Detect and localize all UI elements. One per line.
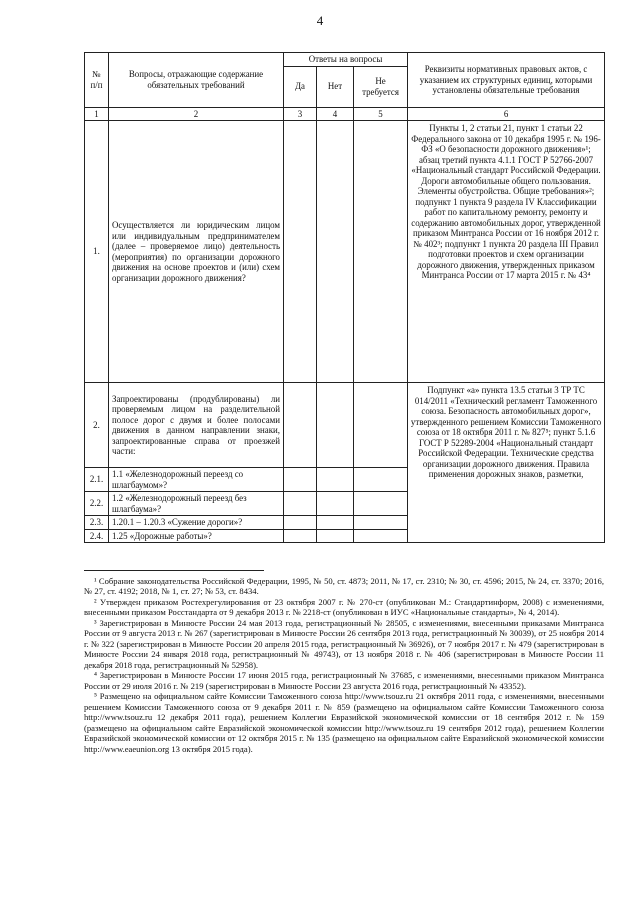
table-header-row (85, 53, 605, 67)
answer-not-required-cell[interactable] (354, 121, 408, 383)
header-no: Нет (317, 66, 354, 107)
answer-not-required-cell[interactable] (354, 468, 408, 492)
header-questions: Вопросы, отражающие содержание обязательных требований (109, 53, 284, 108)
row-question: 1.25 «Дорожные работы»? (109, 529, 284, 543)
row-question: Осуществляется ли юридическим лицом или индивидуальным предпринимателем (далее – проверяемое лицо) деятельность (мероприятия) по организации дорожного движения на основе проектов и (или) схем организации дорожного движения? (109, 121, 284, 383)
row-num: 2.3. (85, 516, 109, 530)
footnote: ⁴ Зарегистрирован в Минюсте России 17 июня 2015 года, регистрационный № 37685, с изменениями, внесенными приказом Минтранса России от 29 июля 2016 г. № 219 (зарегистрирован в Минюсте России 23 августа 2016 года, регистрационный № 43352). (84, 670, 604, 691)
row-question: 1.2 «Железнодорожный переезд без шлагбаума»? (109, 492, 284, 516)
table-row (85, 121, 605, 383)
answer-yes-cell[interactable] (284, 516, 317, 530)
column-numbers-row (85, 107, 605, 121)
table-row (85, 383, 605, 468)
footnote: ³ Зарегистрирован в Минюсте России 24 мая 2013 года, регистрационный № 28505, с изменениями, внесенными приказами Минтранса России от 9 августа 2013 г. № 267 (зарегистрирован в Минюсте России 26 сентября 2013 года, регистрационный № 30039), от 25 ноября 2014 г. № 322 (зарегистрирован в Минюсте России 20 апреля 2015 года, регистрационный № 36926), от 7 ноября 2017 г. № 479 (зарегистрирован в Минюсте России 24 января 2018 года, регистрационный № 49743), от 13 ноября 2018 г. № 406 (зарегистрирован в Минюсте России 11 декабря 2018 года, регистрационный № 52958). (84, 617, 604, 670)
row-question: 1.20.1 – 1.20.3 «Сужение дороги»? (109, 516, 284, 530)
col-number: 4 (317, 107, 354, 121)
answer-not-required-cell[interactable] (354, 529, 408, 543)
header-yes: Да (284, 66, 317, 107)
col-number: 5 (354, 107, 408, 121)
answer-yes-cell[interactable] (284, 492, 317, 516)
col-number: 3 (284, 107, 317, 121)
col-number: 1 (85, 107, 109, 121)
row-num: 2.4. (85, 529, 109, 543)
answer-no-cell[interactable] (317, 121, 354, 383)
row-requisites: Пункты 1, 2 статьи 21, пункт 1 статьи 22 Федерального закона от 10 декабря 1995 г. № 196-ФЗ «О безопасности дорожного движения»¹; абзац третий пункта 4.1.1 ГОСТ Р 52766-2007 «Национальный стандарт Российской Федерации. Дороги автомобильные общего пользования. Элементы обустройства. Общие требования»²; подпункт 1 пункта 9 раздела IV Классификации работ по капитальному ремонту, ремонту и содержанию автомобильных дорог, утвержденной приказом Минтранса России от 16 ноября 2012 г. № 402³; подпункт 1 пункта 20 раздела III Правил подготовки проектов и схем организации дорожного движения, утвержденных приказом Минтранса России от 17 марта 2015 г. № 43⁴ (408, 121, 605, 383)
header-not-required: Не требуется (354, 66, 408, 107)
answer-not-required-cell[interactable] (354, 516, 408, 530)
answer-yes-cell[interactable] (284, 529, 317, 543)
footnote: ⁵ Размещено на официальном сайте Комиссии Таможенного союза http://www.tsouz.ru 21 октября 2011 года, с изменениями, внесенными решением Комиссии Таможенного союза от 9 декабря 2011 г. № 859 (размещено на официальном сайте Комиссии Таможенного союза http://www.tsouz.ru 12 декабря 2011 года), решением Коллегии Евразийской экономической комиссии от 18 сентября 2012 г. № 159 (размещено на официальном сайте Евразийской экономической комиссии http://www.tsouz.ru 19 сентября 2012 года), решением Коллегии Евразийской экономической комиссии от 12 октября 2015 г. № 135 (размещено на официальном сайте Евразийской экономической комиссии http://www.eaeunion.org 13 октября 2015 года). (84, 691, 604, 754)
answer-no-cell[interactable] (317, 383, 354, 468)
row-num: 2. (85, 383, 109, 468)
answer-not-required-cell[interactable] (354, 492, 408, 516)
col-number: 6 (408, 107, 605, 121)
page-number: 4 (316, 13, 324, 28)
header-num: № п/п (85, 53, 109, 108)
row-num: 2.2. (85, 492, 109, 516)
row-requisites: Подпункт «а» пункта 13.5 статьи 3 ТР ТС 014/2011 «Технический регламент Таможенного союза. Безопасность автомобильных дорог», утвержденного решением Комиссии Таможенного союза от 18 октября 2011 г. № 827⁵; пункт 5.1.6 ГОСТ Р 52289-2004 «Национальный стандарт Российской Федерации. Технические средства организации дорожного движения. Правила применения дорожных знаков, разметки, (408, 383, 605, 543)
answer-no-cell[interactable] (317, 492, 354, 516)
row-question: 1.1 «Железнодорожный переезд со шлагбаумом»? (109, 468, 284, 492)
footnote-divider (84, 570, 264, 571)
answer-yes-cell[interactable] (284, 121, 317, 383)
footnote: ² Утвержден приказом Ростехрегулирования от 23 октября 2007 г. № 270-ст (опубликован М.: Стандартинформ, 2008) с изменениями, внесенными приказом Росстандарта от 9 декабря 2013 г. № 2218-ст (опубликован в ИУС «Национальные стандарты», № 4, 2014). (84, 596, 604, 618)
requirements-table (84, 52, 605, 543)
footnotes (84, 576, 604, 754)
answer-no-cell[interactable] (317, 468, 354, 492)
answer-yes-cell[interactable] (284, 383, 317, 468)
row-num: 1. (85, 121, 109, 383)
answer-no-cell[interactable] (317, 529, 354, 543)
answer-yes-cell[interactable] (284, 468, 317, 492)
header-answers: Ответы на вопросы (284, 53, 408, 67)
footnote: ¹ Собрание законодательства Российской Федерации, 1995, № 50, ст. 4873; 2011, № 17, ст. 2310; № 30, ст. 4596; 2015, № 24, ст. 3370; 2016, № 27, ст. 4192; 2018, № 1, ст. 27; № 53, ст. 8434. (84, 576, 604, 597)
answer-not-required-cell[interactable] (354, 383, 408, 468)
header-requisites: Реквизиты нормативных правовых актов, с указанием их структурных единиц, которыми установлены обязательные требования (408, 53, 605, 108)
answer-no-cell[interactable] (317, 516, 354, 530)
row-num: 2.1. (85, 468, 109, 492)
row-question: Запроектированы (продублированы) ли проверяемым лицом на разделительной полосе дорог с двумя и более полосами движения в данном направлении знаки, запроектированные справа от проезжей части: (109, 383, 284, 468)
col-number: 2 (109, 107, 284, 121)
